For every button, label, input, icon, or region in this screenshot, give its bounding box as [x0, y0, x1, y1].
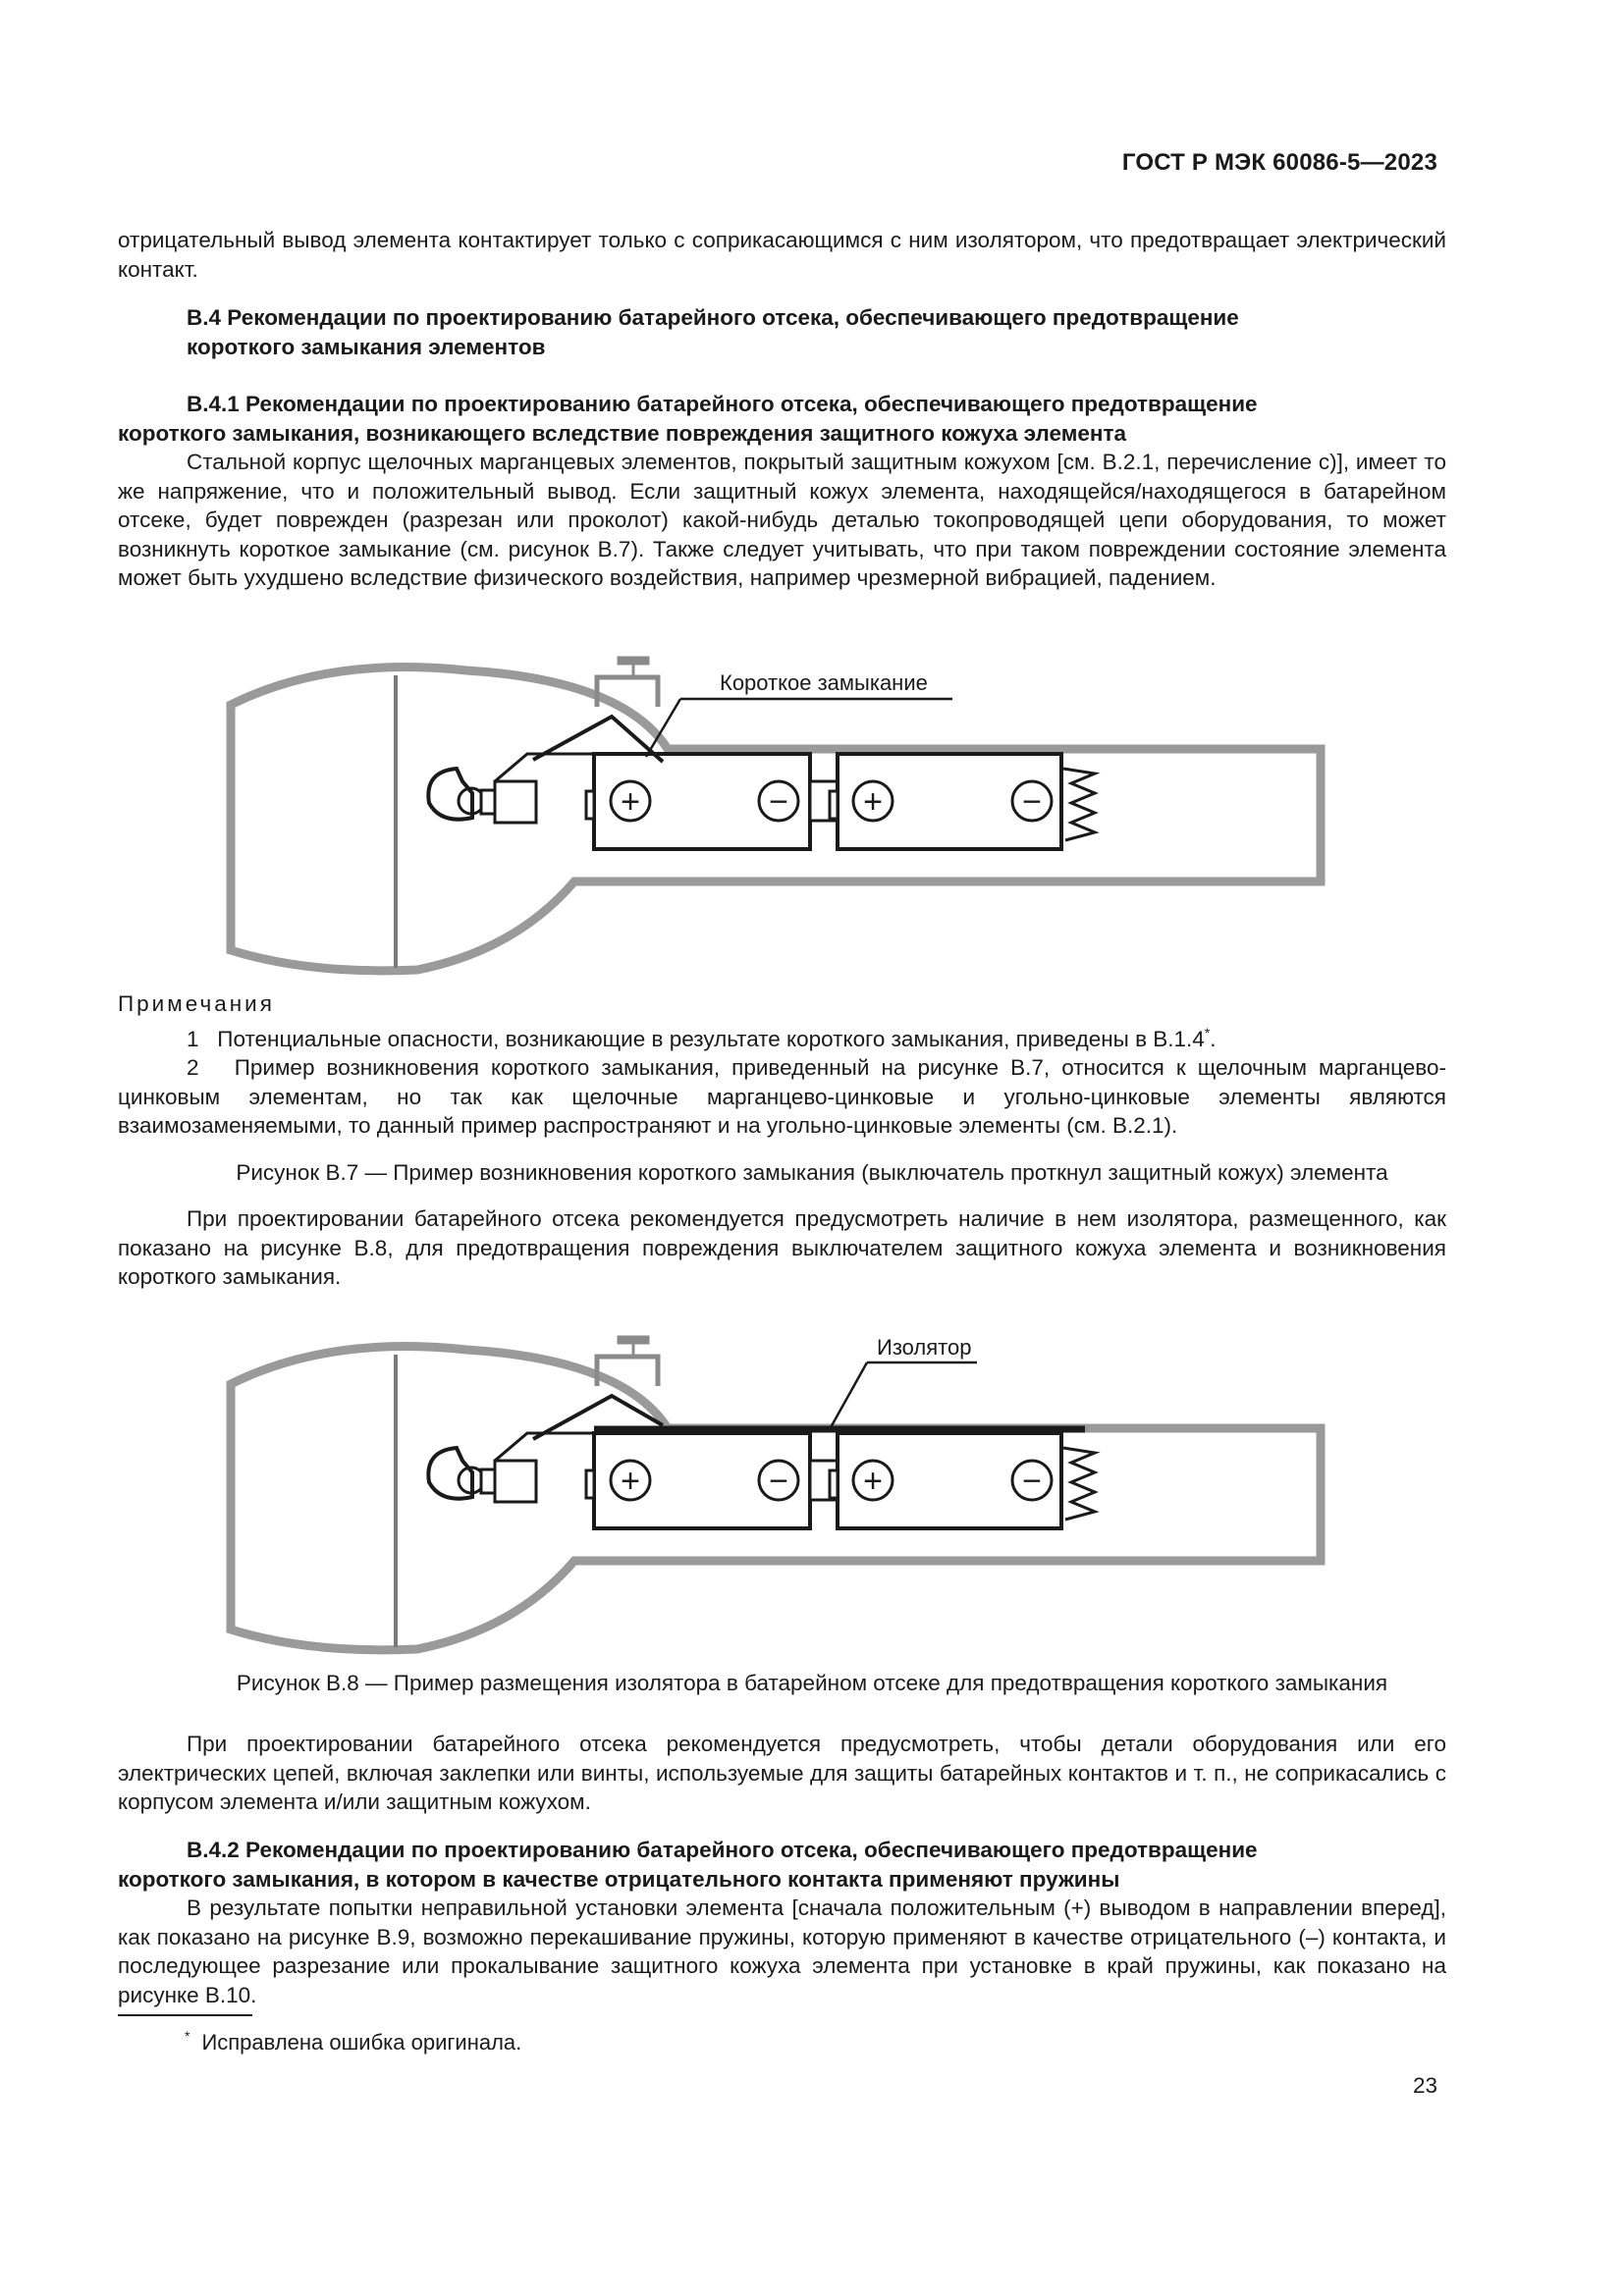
intro-paragraph: отрицательный вывод элемента контактирует только с соприкасающимся с ним изолятором, что предотвращает электрический контакт. [118, 228, 1446, 282]
figure-b7-drawing [221, 656, 1389, 980]
callout-leader [830, 1362, 867, 1429]
section-b41 [118, 390, 1446, 593]
spring-icon [1063, 1448, 1095, 1520]
plus-sign: + [863, 1463, 883, 1500]
figure-b8 [221, 1335, 1389, 1659]
notes-heading: Примечания [118, 991, 275, 1016]
bulb-holder [495, 1461, 536, 1502]
minus-sign: − [1022, 783, 1042, 821]
note-2 [118, 1053, 1446, 1141]
plus-sign: + [621, 1463, 640, 1500]
section-b41-title-line1: В.4.1 Рекомендации по проектированию батарейного отсека, обеспечивающего предотвращение [187, 392, 1258, 416]
bulb-base [481, 1469, 495, 1493]
figure-b7 [221, 656, 1389, 980]
section-b4-heading [118, 303, 1515, 361]
cell-1-terminal [586, 1470, 594, 1498]
cell-2-terminal [830, 791, 838, 819]
note-1-text: Потенциальные опасности, возникающие в результате короткого замыкания, приведены в В.1.4 [217, 1026, 1205, 1051]
standard-designation: ГОСТ Р МЭК 60086-5—2023 [1121, 149, 1437, 176]
bulb-holder [495, 781, 536, 823]
plus-sign: + [863, 783, 883, 821]
section-b41-body: Стальной корпус щелочных марганцевых элементов, покрытый защитным кожухом [см. В.2.1, перечисление с)], имеет то же напряжение, что и положительный вывод. Если защитный кожух элемента, находящейся/находящегося в батарейном отсеке, будет поврежден (разрезан или проколот) какой-нибудь деталью токопроводящей цепи оборудования, то может возникнуть короткое замыкание (см. рисунок В.7). Также следует учитывать, что при таком повреждении состояние элемента может быть ухудшено вследствие физического воздействия, например чрезмерной вибрацией, падением. [118, 450, 1446, 590]
plus-sign: + [621, 783, 640, 821]
section-b42-title-line2: короткого замыкания, в котором в качестве отрицательного контакта применяют пружины [118, 1866, 1120, 1892]
section-b4-title-line2: короткого замыкания элементов [187, 334, 546, 359]
note-2-text: Пример возникновения короткого замыкания, приведенный на рисунке В.7, относится к щелочным марганцево-цинковым элементам, но так как щелочные марганцево-цинковые и угольно-цинковые элементы являются взаимозаменяемыми, то данный пример распространяют и на угольно-цинковые элементы (см. В.2.1). [118, 1055, 1446, 1138]
figure-b8-drawing [221, 1335, 1389, 1659]
spring-icon [1063, 769, 1095, 840]
minus-sign: − [769, 1463, 788, 1500]
section-b42-body: В результате попытки неправильной установки элемента [сначала положительным (+) выводом в направлении вперед], как показано на рисунке В.9, возможно перекашивание пружины, которую применяют в качестве отрицательного (–) контакта, и последующее разрезание или прокалывание защитного кожуха элемента при установке в край пружины, как показано на рисунке В.10. [118, 1896, 1446, 2007]
switch-knob [619, 658, 648, 677]
conductor-strip [495, 754, 594, 781]
cell-2-terminal [830, 1470, 838, 1498]
footnote [185, 2022, 521, 2056]
minus-sign: − [1022, 1463, 1042, 1500]
figure-b8-caption: Рисунок В.8 — Пример размещения изолятора в батарейном отсеке для предотвращения короткого замыкания [236, 1671, 1388, 1695]
equipment-parts-paragraph: При проектировании батарейного отсека рекомендуется предусмотреть, чтобы детали оборудования или его электрических цепей, включая заклепки или винты, используемые для защиты батарейных контактов и т. п., не соприкасались с корпусом элемента и/или защитным кожухом. [118, 1732, 1446, 1814]
note-1 [118, 1019, 1446, 1054]
section-b4-title-line1: В.4 Рекомендации по проектированию батарейного отсека, обеспечивающего предотвращение [187, 305, 1239, 330]
switch-knob [619, 1337, 648, 1357]
insulator-label: Изолятор [877, 1335, 972, 1360]
note-2-number: 2 [187, 1055, 199, 1080]
short-circuit-label: Короткое замыкание [720, 670, 928, 695]
note-1-footnote-mark: * [1204, 1024, 1211, 1041]
cell-1-terminal [586, 791, 594, 819]
footnote-rule [118, 2014, 252, 2016]
note-1-end: . [1210, 1026, 1217, 1051]
section-b41-title-line2: короткого замыкания, возникающего вследствие повреждения защитного кожуха элемента [118, 420, 1127, 446]
insulator-paragraph: При проектировании батарейного отсека рекомендуется предусмотреть наличие в нем изолятора, размещенного, как показано на рисунке В.8, для предотвращения повреждения выключателем защитного кожуха элемента и возникновения короткого замыкания. [118, 1206, 1446, 1289]
page-number: 23 [1412, 2073, 1437, 2098]
section-b42-title-line1: В.4.2 Рекомендации по проектированию батарейного отсека, обеспечивающего предотвращение [187, 1838, 1258, 1862]
conductor-strip [495, 1433, 594, 1461]
footnote-mark: * [185, 2028, 190, 2044]
minus-sign: − [769, 783, 788, 821]
section-b42 [118, 1836, 1446, 2009]
figure-b7-caption: Рисунок В.7 — Пример возникновения короткого замыкания (выключатель проткнул защитный кожух) элемента [236, 1160, 1388, 1185]
bulb-base [481, 790, 495, 814]
note-1-number: 1 [187, 1026, 199, 1051]
footnote-text: Исправлена ошибка оригинала. [201, 2030, 522, 2055]
notes-block [118, 989, 1446, 1141]
